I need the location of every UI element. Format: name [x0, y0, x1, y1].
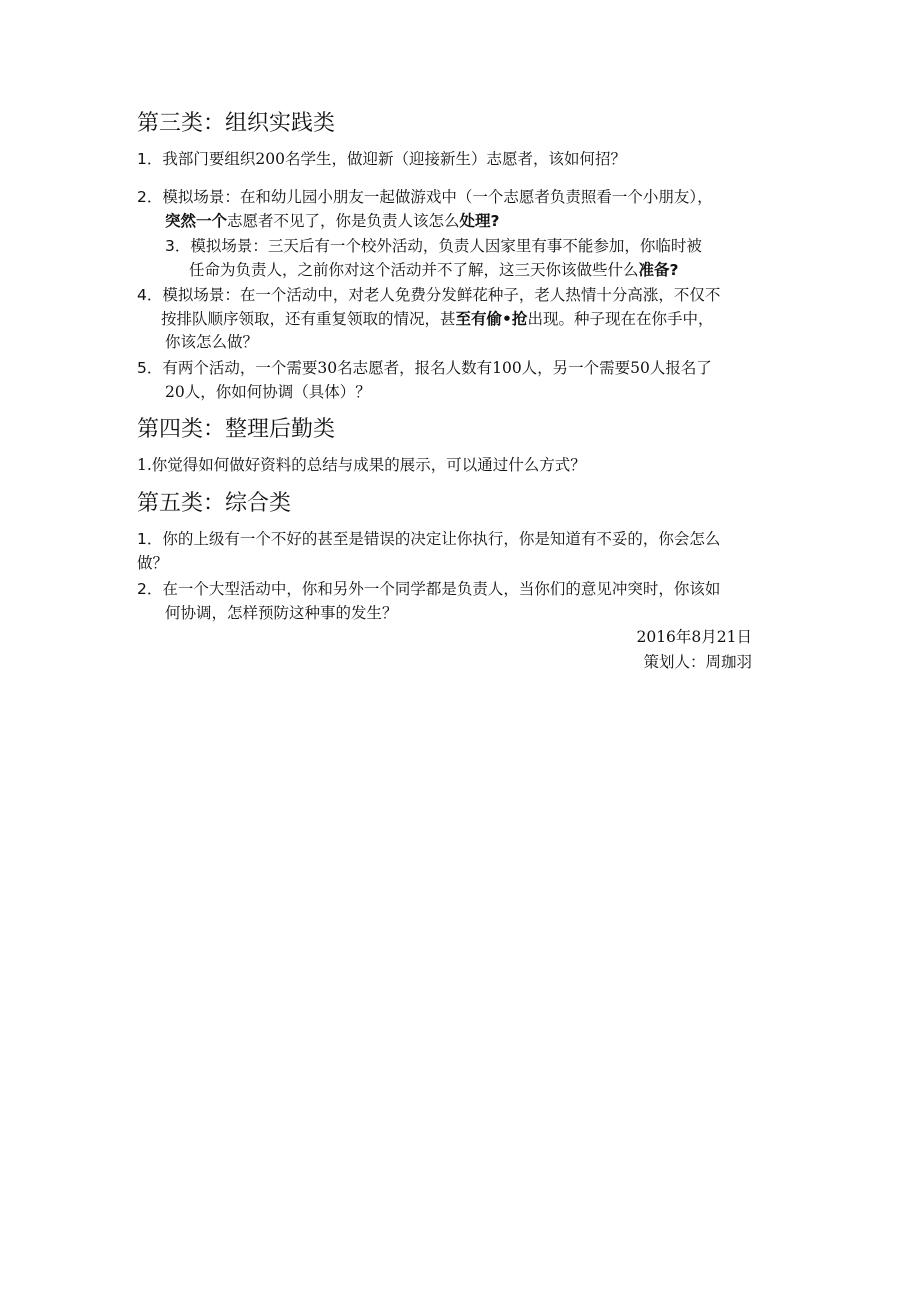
- s5-q1-number: 1: [137, 530, 147, 548]
- s3-q2-number: 2: [137, 188, 147, 206]
- s3-question-5-line-2: [165, 381, 371, 403]
- s3-q3-bold: 准备?: [638, 261, 679, 279]
- s3-question-2-line-2: [165, 210, 500, 232]
- s5-question-2-line-2: [165, 602, 398, 624]
- section-4-heading: 第四类：整理后勤类: [137, 417, 336, 442]
- s3-q2-bold-a: 突然一个: [165, 212, 228, 230]
- s3-q1-text: ．我部门要组织200名学生，做迎新（迎接新生）志愿者，该如何招？: [146, 150, 626, 168]
- s5-q2-number: 2: [137, 580, 147, 598]
- s3-q5-number: 5: [137, 359, 147, 377]
- s5-q1-line-2: 做？: [137, 554, 169, 572]
- s3-q4-number: 4: [137, 286, 147, 304]
- s3-q3-number: 3: [165, 237, 175, 255]
- s3-question-2-line-1: [137, 186, 713, 208]
- s5-q2-line-2: 何协调，怎样预防这种事的发生？: [165, 604, 398, 622]
- s3-question-5-line-1: [137, 357, 712, 379]
- footer-planner: 策划人：周珈羽: [643, 653, 752, 671]
- s3-q1-number: 1: [137, 150, 147, 168]
- s3-question-4-line-2: [161, 308, 713, 330]
- s3-question-4-line-1: [137, 284, 720, 306]
- s3-q4-line-3: 你该怎么做？: [165, 333, 259, 351]
- footer-date: 2016年8月21日: [636, 628, 752, 646]
- s5-question-1-line-1: [137, 528, 720, 550]
- s4-q1-text: 1.你觉得如何做好资料的总结与成果的展示，可以通过什么方式？: [137, 456, 586, 474]
- s5-q2-line-1: ．在一个大型活动中，你和另外一个同学都是负责人，当你们的意见冲突时，你该如: [146, 580, 721, 598]
- s5-q1-line-1: ．你的上级有一个不好的甚至是错误的决定让你执行，你是知道有不妥的，你会怎么: [146, 530, 721, 548]
- s3-q2-line-2: 志愿者不见了，你是负责人该怎么: [227, 212, 460, 230]
- s3-q3-line-1: ．模拟场景：三天后有一个校外活动，负责人因家里有事不能参加，你临时被: [174, 237, 702, 255]
- section-5-heading: 第五类：综合类: [137, 491, 292, 516]
- s3-q5-line-1: ．有两个活动，一个需要30名志愿者，报名人数有100人，另一个需要50人报名了: [146, 359, 712, 377]
- s3-q4-line-2a: 按排队顺序领取，还有重复领取的情况，甚: [161, 310, 456, 328]
- s3-q2-bold-b: 处理?: [459, 212, 500, 230]
- section-3-heading: 第三类：组织实践类: [137, 111, 336, 136]
- s3-q3-line-2: 任命为负责人，之前你对这个活动并不了解，这三天你该做些什么: [189, 261, 639, 279]
- s3-q4-bold: 至有偷•抢: [455, 310, 528, 328]
- s4-question-1: [137, 454, 586, 476]
- s3-q2-line-1: ．模拟场景：在和幼儿园小朋友一起做游戏中（一个志愿者负责照看一个小朋友），: [146, 188, 713, 206]
- s3-question-4-line-3: [165, 331, 258, 353]
- s3-question-3-line-2: [189, 259, 679, 281]
- s5-question-1-line-2: [137, 552, 168, 574]
- s3-q5-line-2: 20人，你如何协调（具体）？: [165, 383, 371, 401]
- s3-q4-line-2c: 出现。种子现在在你手中，: [527, 310, 714, 328]
- s3-question-1: [137, 148, 626, 170]
- s3-q4-line-1: ．模拟场景：在一个活动中，对老人免费分发鲜花种子，老人热情十分高涨，不仅不: [146, 286, 721, 304]
- s3-question-3-line-1: [165, 235, 702, 257]
- s5-question-2-line-1: [137, 578, 720, 600]
